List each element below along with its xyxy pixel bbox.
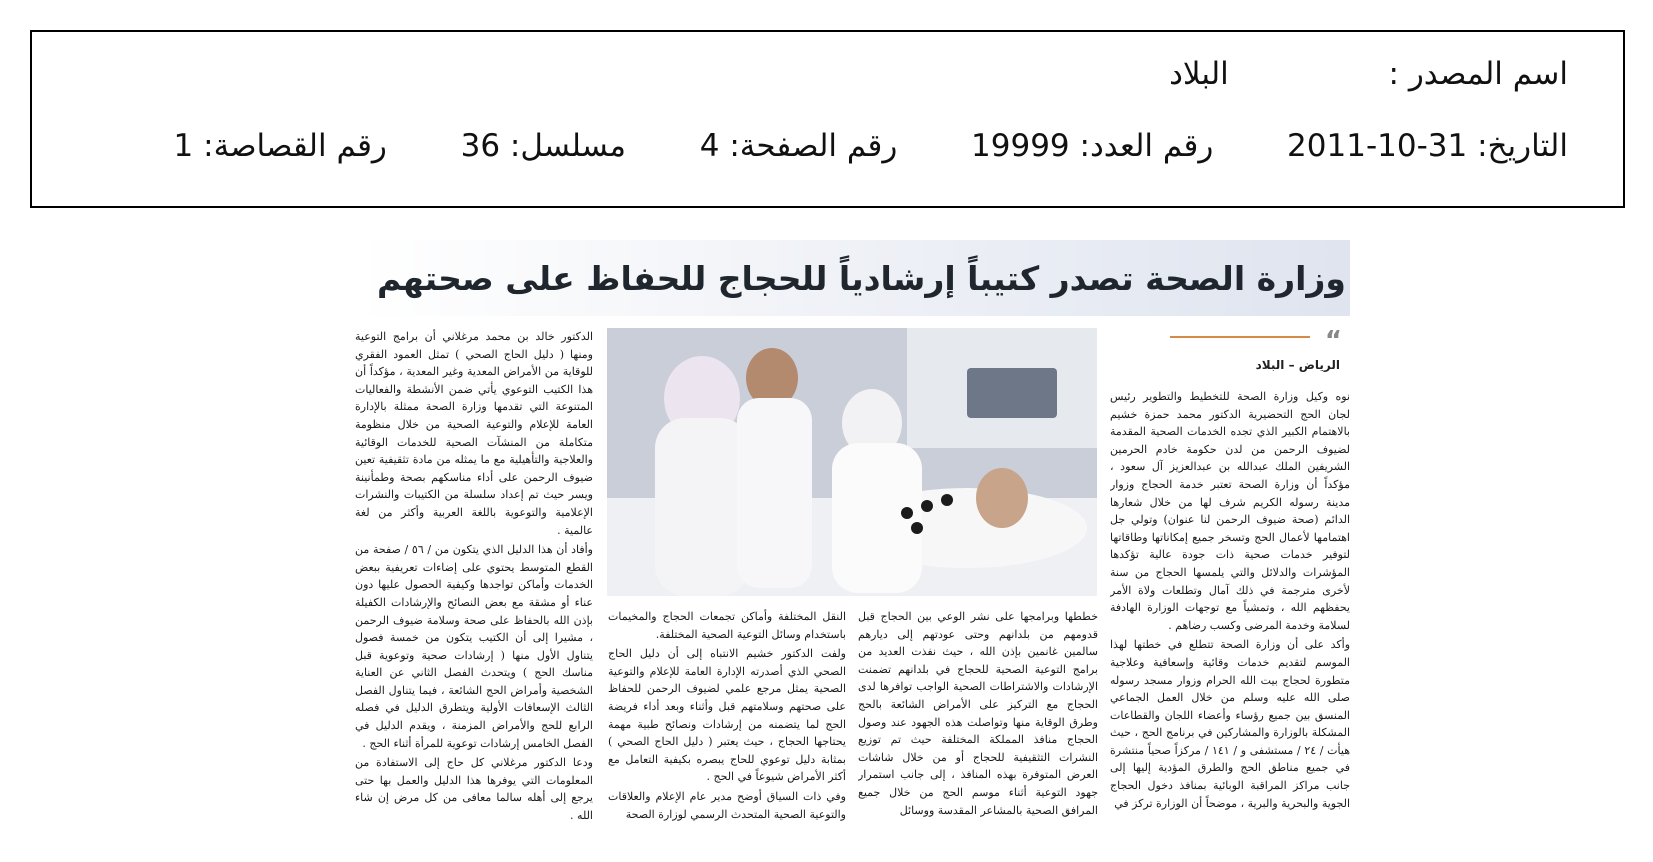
date-label: التاريخ:: [1477, 128, 1568, 164]
paragraph: خططها وبرامجها على نشر الوعي بين الحجاج قبل قدومهم من بلدانهم وحتى عودتهم إلى ديارهم سالمين غانمين بإذن الله ، حيث نفذت العديد من برامج التوعية الصحية للحجاج في بلدانهم تضمنت الإرشادات والاشتراطات الصحية الواجب توافرها لدى الحجاج مع التركيز على الأمراض الشائعة بالحج وطرق الوقاية منها وتواصلت هذه الجهود عند وصول الحجاج منافذ المملكة المختلفة حيث تم توزيع النشرات التثقيفية للحجاج أو من خلال شاشات العرض المتوفرة بهذه المنافذ ، إلى جانب استمرار جهود التوعية أثناء موسم الحج من خلال جميع المرافق الصحية بالمشاعر المقدسة ووسائل: [858, 610, 1098, 817]
quote-mark-icon: “: [1324, 326, 1342, 356]
newspaper-article: [355, 240, 1350, 845]
article-column-right: [1110, 388, 1350, 848]
paragraph: ودعا الدكتور مرغلاني كل حاج إلى الاستفادة من المعلومات التي يوفرها هذا الدليل والعمل بها حتى يرجع إلى أهله سالما معافى من كل مرض إن شاء الله .: [355, 756, 593, 823]
paragraph: النقل المختلفة وأماكن تجمعات الحجاج والمخيمات باستخدام وسائل التوعية الصحية المختلفة.: [608, 610, 846, 641]
page-label: رقم الصفحة:: [729, 128, 898, 164]
article-photo: [607, 328, 1097, 596]
source-line: [1169, 56, 1568, 92]
paragraph: ولفت الدكتور خشيم الانتباه إلى أن دليل الحاج الصحي الذي أصدرته الإدارة العامة للإعلام والتوعية الصحية يمثل مرجع علمي لضيوف الرحمن للحفاظ على صحتهم وسلامتهم قبل وأثناء وبعد أداء فريضة الحج لما يتضمنه من إرشادات ونصائح طبية مهمة يحتاجها الحجاج ، حيث يعتبر ( دليل الحاج الصحي ) بمثابة دليل توعوي للحاج يبصره بكيفية التعامل مع أكثر الأمراض شيوعاً في الحج .: [608, 647, 846, 784]
article-column-left: [355, 328, 593, 848]
article-column-middle-right: [858, 608, 1098, 848]
page-value: 4: [699, 128, 720, 164]
serial-label: مسلسل:: [509, 128, 627, 164]
hospital-scene-illustration: [607, 328, 1097, 596]
paragraph: الدكتور خالد بن محمد مرغلاني أن برامج التوعية ومنها ( دليل الحاج الصحي ) تمثل العمود الفقري للوقاية من الأمراض المعدية وغير المعدية ، مؤكداً أن هذا الكتيب التوعوي يأتي ضمن الأنشطة والفعاليات المتنوعة التي تقدمها وزارة الصحة ممثلة بالإدارة العامة للإعلام والتوعية الصحية من خلال منظومة متكاملة من المنشآت الصحية للخدمات الوقائية والعلاجية والتأهيلية مع ما يمثله من مادة تثقيفية تعين ضيوف الرحمن على أداء مناسكهم بصحة وطمأنينة ويسر حيث تم إعداد سلسلة من الكتيبات والنشرات الإعلامية والتوعوية باللغة العربية وأكثر من لغة عالمية .: [355, 330, 593, 537]
paragraph: وأكد على أن وزارة الصحة تتطلع في خطتها لهذا الموسم لتقديم خدمات وقائية وإسعافية وعلاجية متطورة لحجاج بيت الله الحرام وزوار مسجد رسوله صلى الله عليه وسلم من خلال العمل الجماعي المنسق بين جميع رؤساء وأعضاء اللجان والقطاعات المشكلة بالوزارة والمشاركين في برنامج الحج ، حيث هيأت / ٢٤ / مستشفى و / ١٤١ / مركزاً صحياً منتشرة في جميع مناطق الحج والطرق المؤدية إليها إلى جانب مراكز المراقبة الوبائية بمنافذ دخول الحجاج الجوية والبحرية والبرية ، موضحاً أن الوزارة تركز في: [1110, 638, 1350, 810]
article-byline: الرياض – البلاد: [1255, 358, 1340, 372]
clip-label: رقم القصاصة:: [203, 128, 387, 164]
article-headline: وزارة الصحة تصدر كتيباً إرشادياً للحجاج للحفاظ على صحتهم: [377, 258, 1346, 298]
headline-bar: [355, 240, 1350, 316]
paragraph: وفي ذات السياق أوضح مدير عام الإعلام والعلاقات والتوعية الصحية المتحدث الرسمي لوزارة الصحة: [608, 789, 846, 821]
article-column-middle-left: [608, 608, 846, 848]
issue-value: 19999: [971, 128, 1070, 164]
clip-value: 1: [173, 128, 194, 164]
details-line: [174, 128, 1568, 164]
source-value: البلاد: [1169, 56, 1229, 92]
accent-rule: [1170, 336, 1310, 338]
serial-value: 36: [460, 128, 501, 164]
clipping-metadata-box: [30, 30, 1625, 208]
issue-label: رقم العدد:: [1079, 128, 1214, 164]
source-label: اسم المصدر :: [1388, 56, 1568, 92]
paragraph: وأفاد أن هذا الدليل الذي يتكون من / ٥٦ / صفحة من القطع المتوسط يحتوي على إضاءات تعريفية ببعض الخدمات وأماكن تواجدها وكيفية الحصول عليها دون عناء أو مشقة مع بعض النصائح والإرشادات الكفيلة بإذن الله بالحفاظ على صحة وسلامة ضيوف الرحمن ، مشيرا إلى أن الكتيب يتكون من خمسة فصول يتناول الأول منها ( إرشادات صحية وتوعوية قبل مناسك الحج ) ويتحدث الفصل الثاني عن العناية الشخصية وأمراض الحج الشائعة ، فيما يتناول الفصل الثالث الإسعافات الأولية ويتطرق الدليل في فصله الرابع للحج والأمراض المزمنة ، ويقدم الدليل في الفصل الخامس إرشادات توعوية للمرأة أثناء الحج .: [355, 543, 593, 750]
date-value: 2011-10-31: [1287, 128, 1468, 164]
paragraph: نوه وكيل وزارة الصحة للتخطيط والتطوير رئيس لجان الحج التحضيرية الدكتور محمد حمزة خشيم بالاهتمام الكبير الذي تجده الخدمات الصحية المقدمة لضيوف الرحمن من لدن حكومة خادم الحرمين الشريفين الملك عبدالله بن عبدالعزيز آل سعود ، مؤكداً أن وزارة الصحة تعتبر خدمة الحجاج وزوار مدينة رسوله الكريم شرف لها من خلال شعارها الدائم (صحة ضيوف الرحمن لنا عنوان) وتولي جل اهتمامها لأعمال الحج وتسخر جميع إمكاناتها وطاقاتها لتوفير خدمات صحية ذات جودة عالية تؤكدها المؤشرات والدلائل والتي يلمسها الحجاج من سنة لأخرى مترجمة في ذلك آمال وتطلعات ولاة الأمر يحفظهم الله ، وتمشياً مع توجهات الوزارة الهادفة لسلامة وخدمة المرضى وكسب رضاهم .: [1110, 390, 1350, 632]
